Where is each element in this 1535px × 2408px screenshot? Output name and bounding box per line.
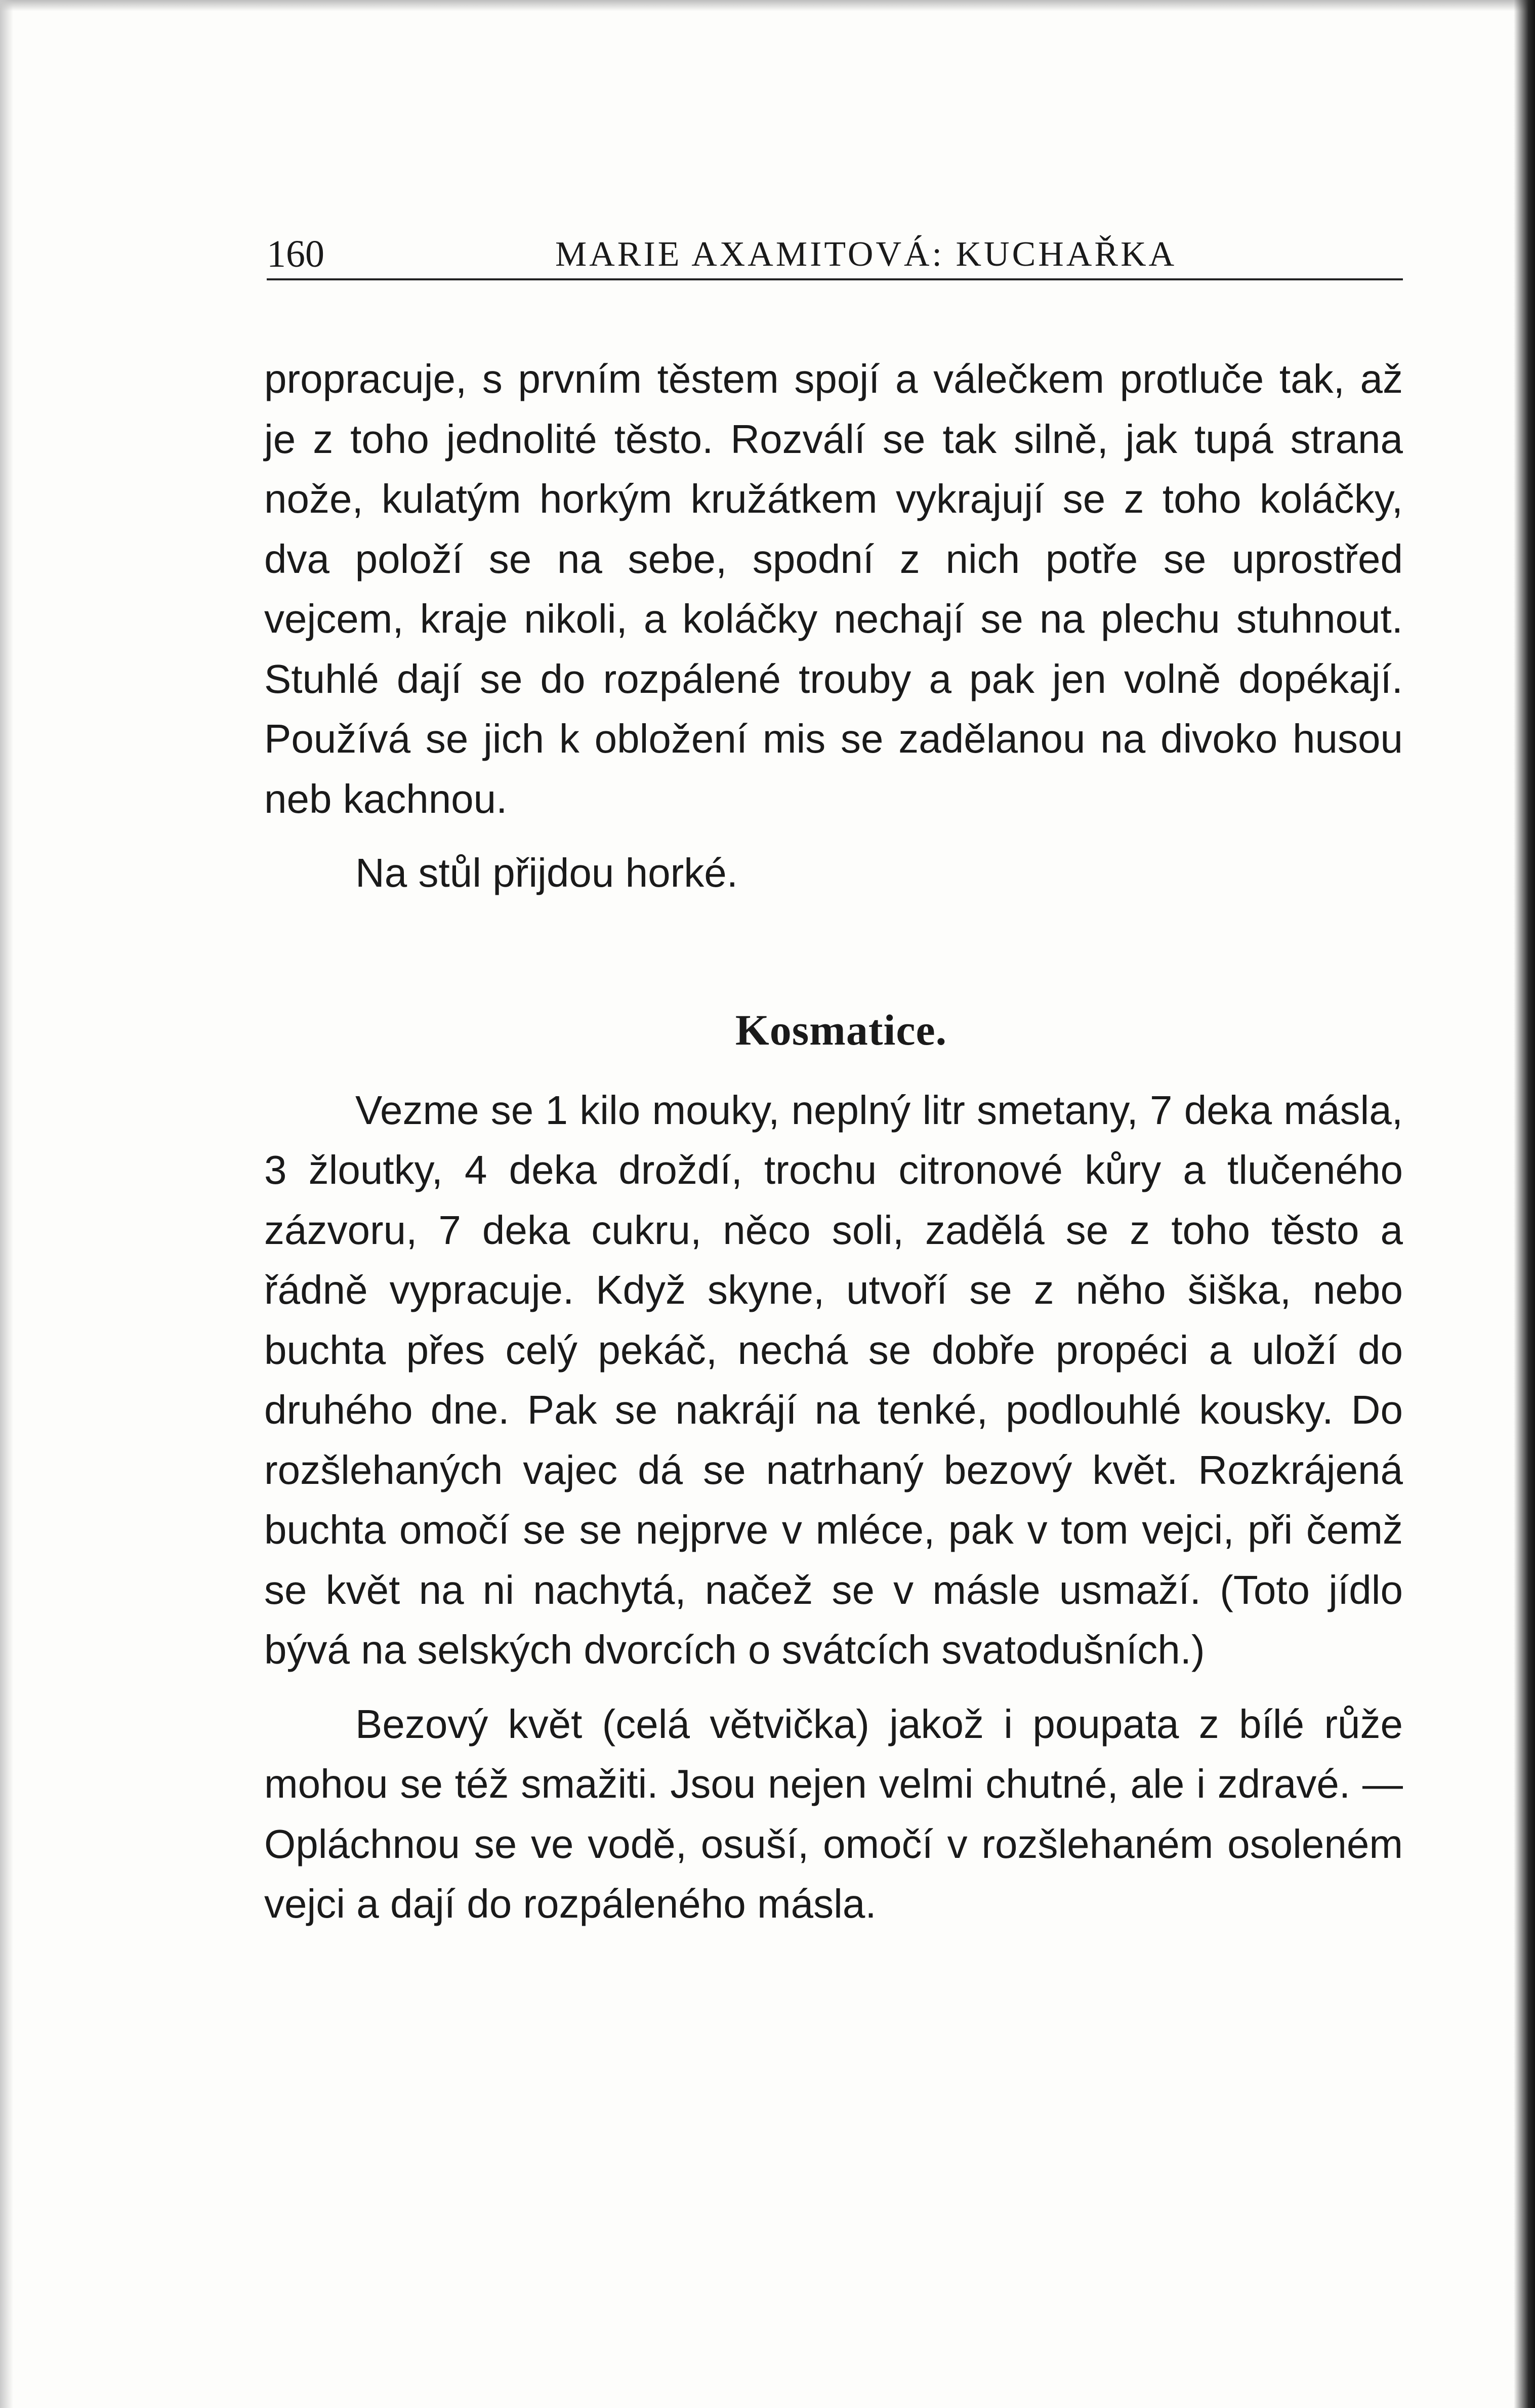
continued-paragraph: propracuje, s prvním těstem spojí a válečkem protluče tak, až je z toho jednolité těsto. Rozválí se tak silně, jak tupá strana nože, kulatým horkým kružátkem vykrajují se z toho koláčky, dva položí se na sebe, spodní z nich potře se uprostřed vejcem, kraje nikoli, a koláčky nechají se na plechu stuhnout. Stuhlé dají se do rozpálené trouby a pak jen volně dopékají. Používá se jich k obložení mis se zadělanou na divoko husou neb kachnou.: [264, 356, 1403, 821]
page-number: 160: [267, 233, 324, 275]
recipe-title: Kosmatice.: [735, 1005, 947, 1054]
serving-note: Na stůl přijdou horké.: [355, 850, 738, 895]
page-header: [267, 230, 1403, 280]
scan-edge-top: [0, 0, 1535, 11]
recipe-paragraph-1: Vezme se 1 kilo mouky, neplný litr smetany, 7 deka másla, 3 žloutky, 4 deka droždí, trochu citronové kůry a tlučeného zázvoru, 7 deka cukru, něco soli, zadělá se z toho těsto a řádně vypracuje. Když skyne, utvoří se z něho šiška, nebo buchta přes celý pekáč, nechá se dobře propéci a uloží do druhého dne. Pak se nakrájí na tenké, podlouhlé kousky. Do rozšlehaných vajec dá se natrhaný bezový květ. Rozkrájená buchta omočí se se nejprve v mléce, pak v tom vejci, při čemž se květ na ni nachytá, načež se v másle usmaží. (Toto jídlo bývá na selských dvorcích o svátcích svatodušních.): [264, 1087, 1403, 1672]
scan-edge-left: [0, 0, 13, 2408]
scan-edge-right: [1514, 0, 1535, 2408]
running-head: MARIE AXAMITOVÁ: KUCHAŘKA: [555, 235, 1177, 274]
page-body: [264, 349, 1403, 1934]
recipe-paragraph-2: Bezový květ (celá větvička) jakož i poupata z bílé růže mohou se též smažiti. Jsou nejen velmi chutné, ale i zdravé. — Opláchnou se ve vodě, osuší, omočí v rozšlehaném osoleném vejci a dají do rozpáleného másla.: [264, 1701, 1403, 1926]
